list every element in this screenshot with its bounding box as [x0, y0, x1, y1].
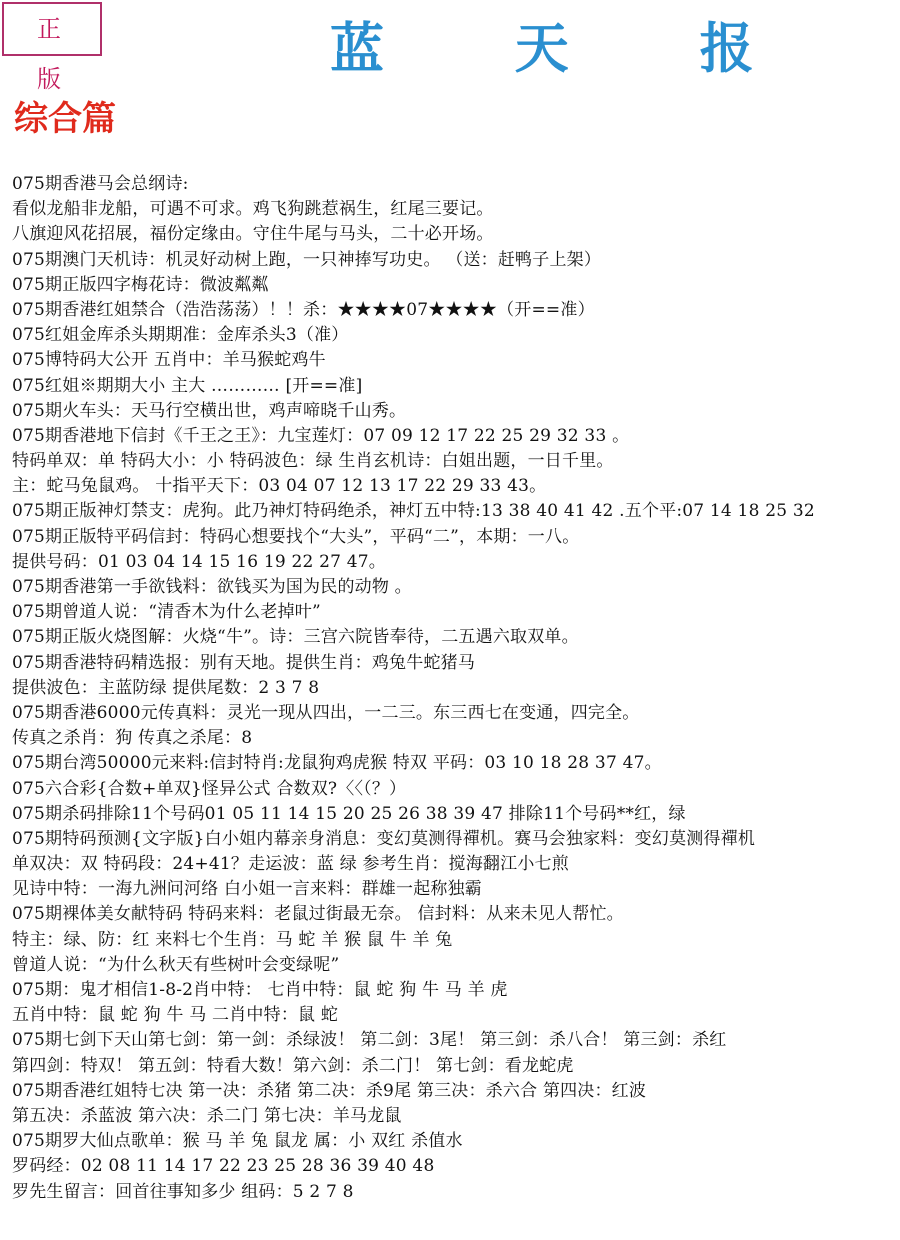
content-line: 075期香港红姐禁合（浩浩荡荡）！！杀：★★★★07★★★★（开==准） [12, 299, 595, 320]
content-line: 传真之杀肖：狗 传真之杀尾：8 [12, 728, 253, 749]
content-line: 075期香港地下信封《千王之王》：九宝莲灯：07 09 12 17 22 25 29 32 33 。 [12, 425, 630, 446]
content-line: 单双决：双 特码段：24+41？走运波：蓝 绿 参考生肖：搅海翻江小七煎 [12, 854, 569, 875]
content-line: 075期香港特码精选报：别有天地。提供生肖：鸡兔牛蛇猪马 [12, 652, 476, 673]
content-line: 提供号码：01 03 04 14 15 16 19 22 27 47。 [12, 551, 386, 572]
content-line: 075期正版四字梅花诗：微波粼粼 [12, 274, 269, 295]
content-line: 075期正版火烧图解：火烧“牛”。诗：三宫六院皆奉待，二五遇六取双单。 [12, 627, 579, 648]
content-line: 五肖中特：鼠 蛇 狗 牛 马 二肖中特：鼠 蛇 [12, 1005, 339, 1026]
content-line: 曾道人说：“为什么秋天有些树叶会变绿呢” [12, 954, 340, 975]
content-line: 075期曾道人说：“清香木为什么老掉叶” [12, 602, 321, 623]
content-line: 075期香港第一手欲钱料：欲钱买为国为民的动物 。 [12, 577, 412, 597]
content-line: 075六合彩{合数+单双}怪异公式 合数双?〈〈（？） [12, 778, 407, 799]
content-line: 075期：鬼才相信1-8-2肖中特： 七肖中特：鼠 蛇 狗 牛 马 羊 虎 [12, 980, 508, 1000]
edition-badge: 正 版 [2, 2, 102, 56]
content-line: 075博特码大公开 五肖中：羊马猴蛇鸡牛 [12, 350, 326, 371]
content-line: 075期香港马会总纲诗: [12, 174, 189, 194]
content-line: 见诗中特：一海九洲问河络 白小姐一言来料：群雄一起称独霸 [12, 879, 483, 900]
content-lines [12, 172, 896, 1205]
content-line: 075期罗大仙点歌单：猴 马 羊 兔 鼠龙 属：小 双红 杀值水 [12, 1131, 463, 1152]
content-line: 075期正版神灯禁支：虎狗。此乃神灯特码绝杀，神灯五中特:13 38 40 41 42 .五个平:07 14 18 25 32 [12, 501, 815, 522]
content-line: 主：蛇马兔鼠鸡。 十指平天下：03 04 07 12 13 17 22 29 33 43。 [12, 476, 547, 497]
masthead-title: 蓝 天 报 [330, 17, 810, 80]
content-line: 第四剑：特双！ 第五剑：特看大数！第六剑：杀二门！ 第七剑：看龙蛇虎 [12, 1055, 574, 1076]
content-line: 075期裸体美女献特码 特码来料：老鼠过街最无奈。 信封料：从来未见人帮忙。 [12, 904, 624, 925]
section-title: 综合篇 [14, 99, 116, 139]
content-line: 特主：绿、防：红 来料七个生肖：马 蛇 羊 猴 鼠 牛 羊 兔 [12, 929, 453, 950]
content-line: 特码单双：单 特码大小：小 特码波色：绿 生肖玄机诗：白姐出题，一日千里。 [12, 451, 614, 472]
content-line: 075期火车头：天马行空横出世，鸡声啼晓千山秀。 [12, 400, 407, 421]
content-line: 第五决：杀蓝波 第六决：杀二门 第七决：羊马龙鼠 [12, 1105, 402, 1126]
content-line: 075期香港红姐特七决 第一决：杀猪 第二决：杀9尾 第三决：杀六合 第四决：红波 [12, 1080, 647, 1101]
content-line: 075期澳门天机诗：机灵好动树上跑，一只神捧写功史。 （送：赶鸭子上架） [12, 249, 602, 270]
content-line: 075期台湾50000元来料:信封特肖:龙鼠狗鸡虎猴 特双 平码：03 10 18 28 37 47。 [12, 753, 662, 774]
content-line: 罗码经：02 08 11 14 17 22 23 25 28 36 39 40 48 [12, 1156, 435, 1177]
content-line: 075红姐※期期大小 主大 ………… [开==准] [12, 375, 363, 396]
content-line: 075期香港6000元传真料：灵光一现从四出，一二三。东三西七在变通，四完全。 [12, 702, 640, 723]
content-line: 075期杀码排除11个号码01 05 11 14 15 20 25 26 38 39 47 排除11个号码**红，绿 [12, 803, 686, 824]
content-line: 看似龙船非龙船，可遇不可求。鸡飞狗跳惹祸生，红尾三要记。 [12, 199, 494, 220]
content-line: 075期特码预测{文字版}白小姐内幕亲身消息：变幻莫测得禪机。赛马会独家料：变幻莫测得禪机 [12, 828, 756, 849]
content-line: 罗先生留言：回首往事知多少 组码：5 2 7 8 [12, 1181, 354, 1202]
content-line: 075红姐金库杀头期期准：金库杀头3（准） [12, 325, 349, 346]
content-line: 八旗迎风花招展，福份定缘由。守住牛尾与马头，二十必开场。 [12, 224, 494, 245]
content-line: 075期正版特平码信封：特码心想要找个“大头”，平码“二”，本期：一八。 [12, 526, 580, 547]
content-line: 075期七剑下天山第七剑：第一剑：杀绿波！ 第二剑：3尾！ 第三剑：杀八合！ 第三剑：杀红 [12, 1030, 727, 1051]
content-line: 提供波色：主蓝防绿 提供尾数：2 3 7 8 [12, 677, 320, 698]
